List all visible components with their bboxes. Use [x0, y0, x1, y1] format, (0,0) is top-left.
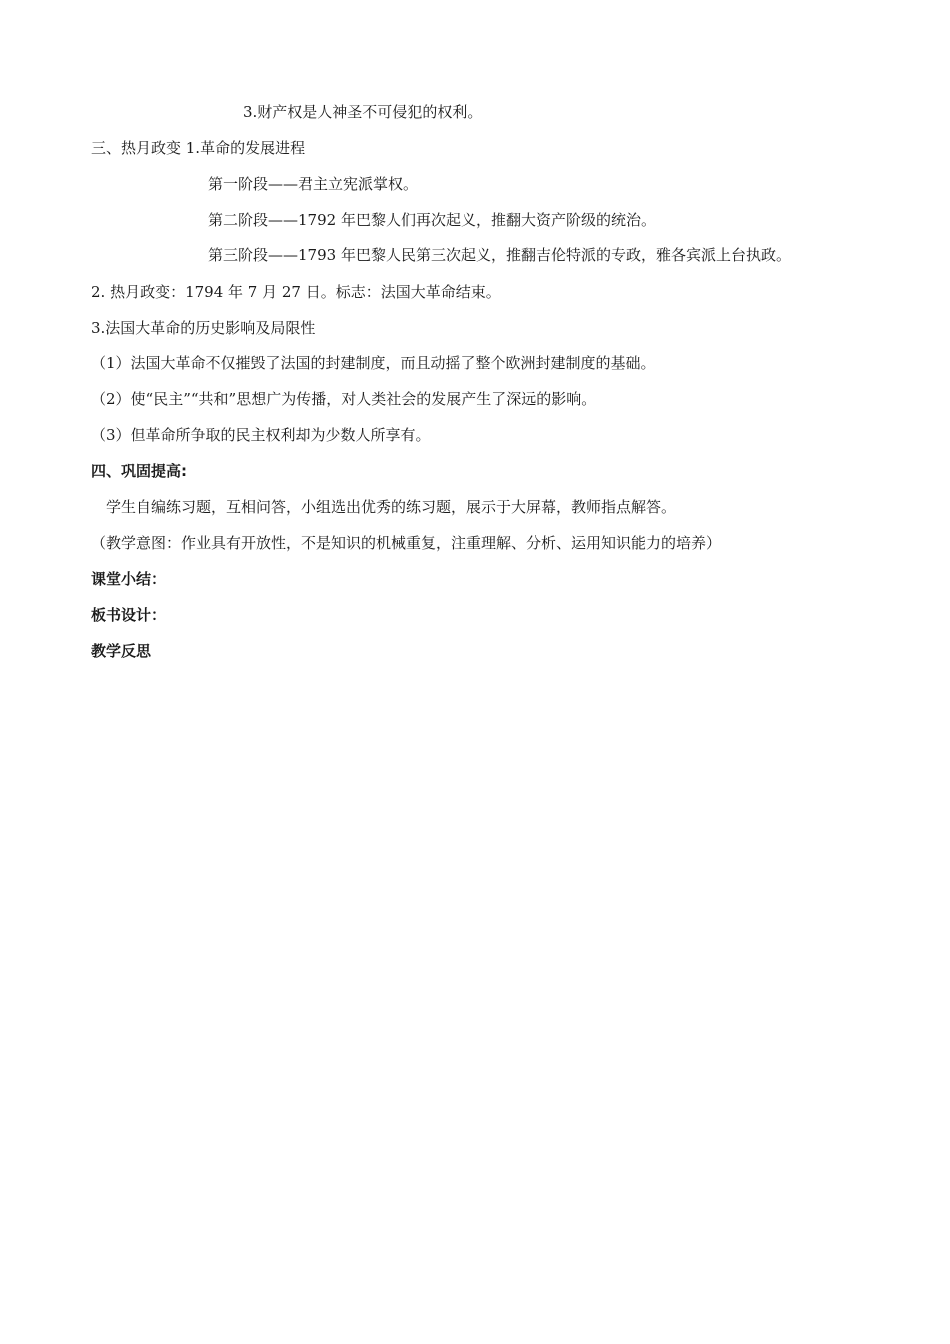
practice-text: 学生自编练习题，互相问答，小组选出优秀的练习题，展示于大屏幕，教师指点解答。 [106, 498, 677, 516]
stage-2: 第二阶段——1792 年巴黎人们再次起义，推翻大资产阶级的统治。 [208, 211, 656, 229]
impact-item-2: （2）使“民主”“共和”思想广为传播，对人类社会的发展产生了深远的影响。 [91, 390, 597, 408]
section-3-heading: 三、热月政变 1.革命的发展进程 [91, 139, 306, 157]
teaching-reflection-label: 教学反思 [91, 642, 152, 660]
impact-heading: 3.法国大革命的历史影响及局限性 [91, 319, 316, 337]
impact-item-1: （1）法国大革命不仅摧毁了法国的封建制度，而且动摇了整个欧洲封建制度的基础。 [91, 354, 656, 372]
stage-1: 第一阶段——君主立宪派掌权。 [208, 175, 419, 193]
board-design-label: 板书设计： [91, 606, 167, 624]
stage-3: 第三阶段——1793 年巴黎人民第三次起义，推翻吉伦特派的专政，雅各宾派上台执政。 [208, 246, 791, 264]
section-4-heading: 四、巩固提高: [91, 462, 187, 480]
thermidor-coup: 2. 热月政变：1794 年 7 月 27 日。标志：法国大革命结束。 [91, 283, 501, 301]
class-summary-label: 课堂小结： [91, 570, 167, 588]
property-right-item: 3.财产权是人神圣不可侵犯的权利。 [243, 103, 483, 121]
teaching-intent: （教学意图：作业具有开放性，不是知识的机械重复，注重理解、分析、运用知识能力的培养） [91, 534, 722, 552]
impact-item-3: （3）但革命所争取的民主权利却为少数人所享有。 [91, 426, 431, 444]
